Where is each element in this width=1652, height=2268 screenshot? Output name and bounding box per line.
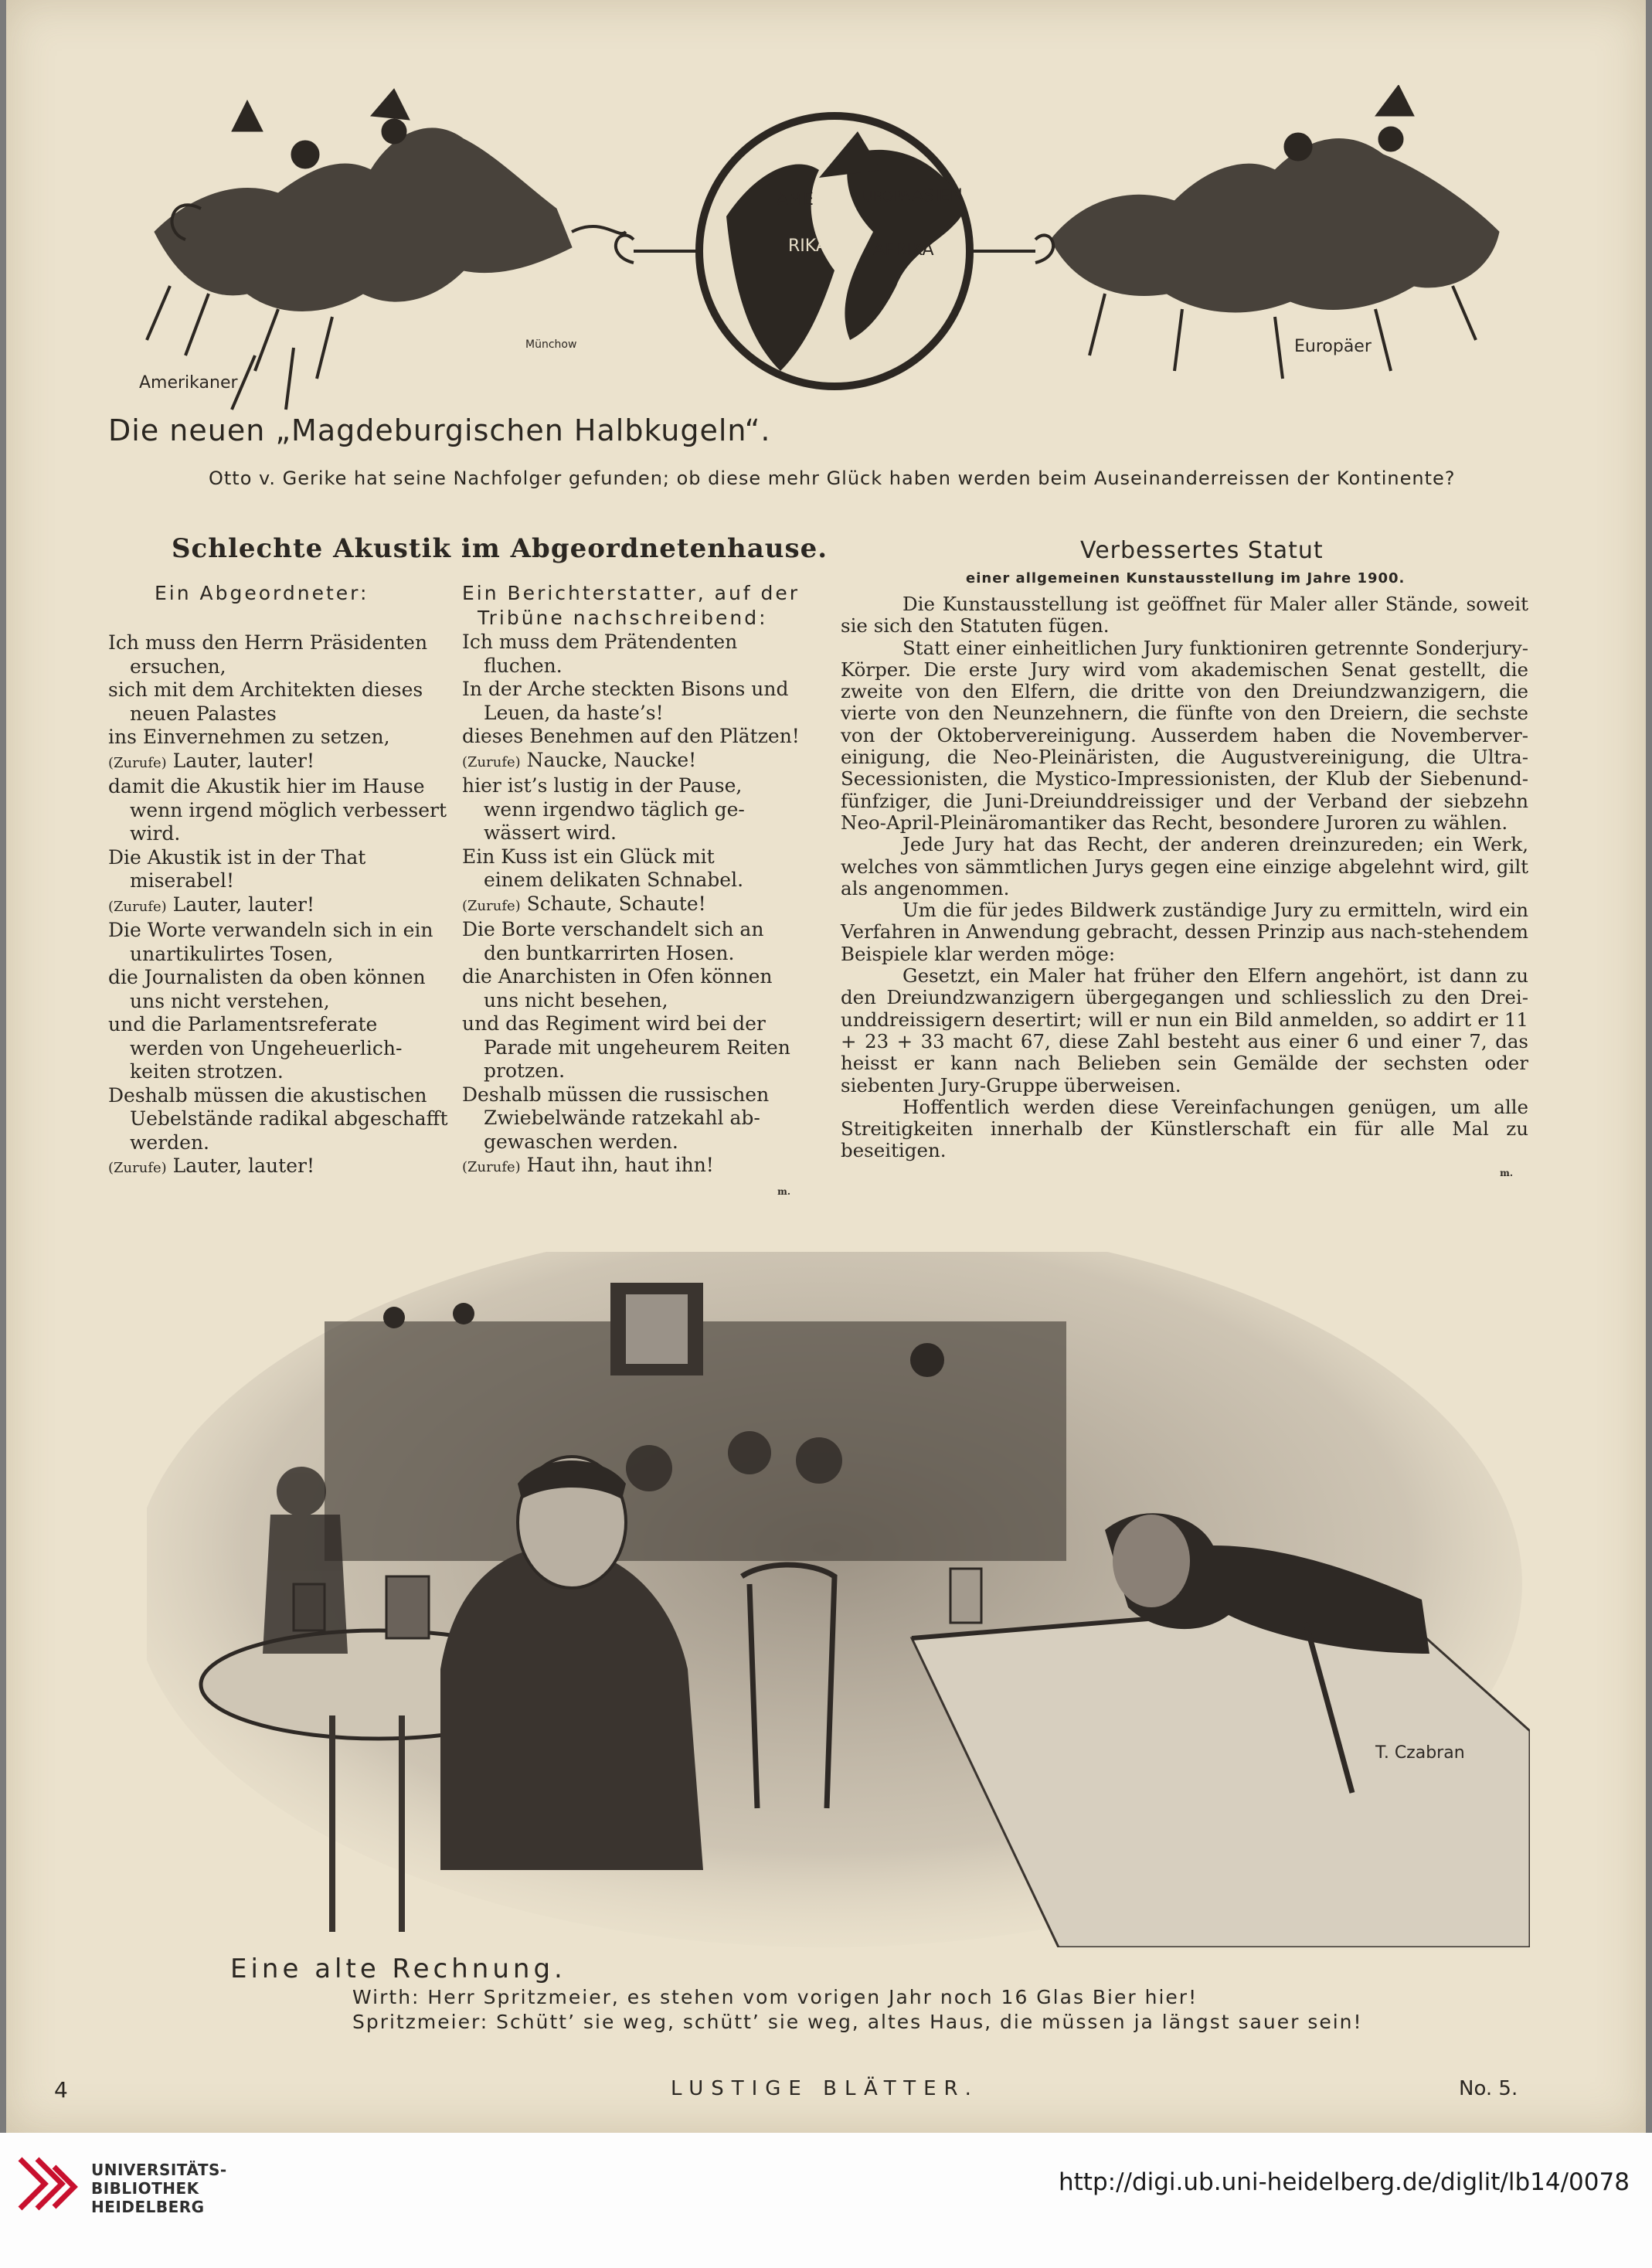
poem-line-text: wenn irgend möglich verbessert	[130, 798, 447, 821]
poem-line	[108, 846, 448, 870]
tavern-scene-illustration	[147, 1252, 1530, 1947]
poem-line	[108, 775, 448, 799]
poem-line-text: Naucke, Naucke!	[520, 748, 697, 771]
article2-paragraph: Um die für jedes Bildwerk zuständige Jury zu ermitteln, wird ein Verfahren in Anwendung gebracht, dessen Prinzip aus nach-stehendem Beispiele klar werden möge:	[841, 899, 1528, 965]
poem-line	[108, 1037, 448, 1061]
poem-line	[462, 749, 802, 775]
poem-line	[462, 1131, 802, 1154]
poem-line-text: Schaute, Schaute!	[520, 892, 706, 915]
label-amerikaner: Amerikaner	[139, 373, 238, 393]
page-number: 4	[54, 2077, 68, 2103]
library-name-line: BIBLIOTHEK	[91, 2179, 199, 2198]
poem-line	[462, 1107, 802, 1131]
poem-line-text: ins Einvernehmen zu setzen,	[108, 726, 390, 748]
poem-line-text: die Anarchisten in Ofen können	[462, 965, 773, 988]
poem-line	[462, 1059, 802, 1083]
magdeburg-hemispheres-illustration	[139, 85, 1530, 417]
poem-line-text: Ich muss dem Prätendenten	[462, 631, 738, 653]
digital-library-link[interactable]: http://digi.ub.uni-heidelberg.de/diglit/lb14/0078	[1059, 2168, 1630, 2196]
bottom-caption-line1	[352, 1986, 1198, 2008]
poem-line-text: wird.	[130, 822, 181, 845]
poem-line-text: keiten strotzen.	[130, 1060, 284, 1083]
zurufe-label: (Zurufe)	[108, 754, 167, 771]
poem-line	[462, 845, 802, 869]
library-name-line: UNIVERSITÄTS-	[91, 2161, 227, 2179]
article2-title: Verbessertes Statut	[1080, 537, 1324, 564]
poem-line-text: dieses Benehmen auf den Plätzen!	[462, 725, 800, 747]
poem-line-text: werden.	[130, 1131, 209, 1154]
poem-line	[462, 1083, 802, 1107]
poem-line	[108, 893, 448, 920]
poem-line	[462, 918, 802, 942]
poem-line-text: uns nicht besehen,	[484, 988, 668, 1012]
speaker-wirth: Wirth:	[352, 1986, 420, 2008]
poem-line-text: Die Borte verschandelt sich an	[462, 918, 764, 940]
poem-line	[108, 1060, 448, 1084]
poem-line-text: uns nicht verstehen,	[130, 989, 330, 1012]
poem-line	[462, 798, 802, 822]
poem-line-text: Ich muss den Herrn Präsidenten	[108, 631, 428, 654]
poem-line	[108, 919, 448, 943]
poem-line	[462, 1154, 802, 1180]
poem-line-text: wenn irgendwo täglich ge-	[484, 797, 745, 821]
globe-label-asien: ASIEN	[912, 186, 963, 206]
poem-line-text: Deshalb müssen die russischen	[462, 1083, 770, 1106]
article2-signature: m.	[1500, 1167, 1513, 1178]
library-footer-bar	[0, 2133, 1652, 2268]
poem-line-text: unartikulirtes Tosen,	[130, 942, 334, 965]
poem-line	[108, 799, 448, 823]
column-header: Tribüne nachschreibend:	[478, 607, 768, 629]
poem-line	[108, 869, 448, 893]
poem-line	[108, 631, 448, 655]
poem-line	[108, 990, 448, 1014]
poem-line-text: werden von Ungeheuerlich-	[130, 1036, 403, 1059]
poem-line-text: gewaschen werden.	[484, 1130, 678, 1153]
poem-line-text: und das Regiment wird bei der	[462, 1012, 766, 1035]
poem-line-text: In der Arche steckten Bisons und	[462, 678, 789, 700]
poem-line-text: Zwiebelwände ratzekahl ab-	[484, 1107, 760, 1129]
poem-line	[108, 966, 448, 990]
article1-title: Schlechte Akustik im Abgeordnetenhause.	[172, 533, 828, 564]
poem-line	[462, 1036, 802, 1060]
article2-paragraph: Statt einer einheitlichen Jury funktioniren getrennte Sonderjury-Körper. Die erste Jury wird vom akademischen Senat gestellt, die zweite von den Elfern, die dritte von den Dreiundzwanzigern, die vierte von den Neunzehnern, die fünfte von den Dreiern, die sechste von der Oktobervereinigung. Ausserdem haben die Novemberver-einigung, die Neo-Pleinäristen, die Augustvereinigung, die Ultra-Secessionisten, die Mystico-Impressionisten, der Klub der Siebenund-fünfziger, die Juni-Dreiunddreissiger und der Verband der siebzehn Neo-April-Pleinäromantiker das Recht, besondere Juroren zu wählen.	[841, 636, 1528, 834]
poem-line-text: fluchen.	[484, 654, 563, 677]
poem-line	[462, 942, 802, 966]
poem-line	[462, 702, 802, 726]
poem-line	[108, 1084, 448, 1108]
column-lines	[108, 631, 448, 1181]
library-name	[91, 2161, 227, 2216]
poem-line	[462, 821, 802, 845]
column-header: Ein Berichterstatter, auf der	[462, 582, 801, 604]
poem-line	[108, 1107, 448, 1131]
university-library-logo-icon	[14, 2153, 80, 2222]
poem-line-text: Lauter, lauter!	[166, 749, 314, 772]
poem-line	[108, 655, 448, 679]
poem-line-text: Lauter, lauter!	[166, 1154, 314, 1177]
speaker-spritzmeier: Spritzmeier:	[352, 2011, 489, 2033]
poem-line-text: wässert wird.	[484, 821, 617, 844]
poem-line	[462, 965, 802, 989]
globe-label-rika: RIKA	[788, 236, 828, 256]
poem-line-text: ersuchen,	[130, 655, 226, 678]
poem-line	[462, 678, 802, 702]
globe-label-afrika: AFRIKA	[873, 240, 934, 260]
zurufe-label: (Zurufe)	[108, 1160, 167, 1176]
poem-line-text: Ein Kuss ist ein Glück mit	[462, 845, 715, 868]
poem-line	[462, 655, 802, 678]
poem-line-text: und die Parlamentsreferate	[108, 1013, 378, 1035]
poem-line	[108, 750, 448, 776]
zurufe-label: (Zurufe)	[462, 1159, 521, 1175]
article2-paragraph: Die Kunstausstellung ist geöffnet für Maler aller Stände, soweit sie sich den Statuten fügen.	[841, 593, 1528, 638]
poem-line	[108, 943, 448, 967]
top-caption-title: Die neuen „Magdeburgischen Halbkugeln“.	[108, 413, 771, 447]
tavern-illustration-signature: T. Czabran	[1375, 1743, 1465, 1763]
line2-text: Schütt’ sie weg, schütt’ sie weg, altes Haus, die müssen ja längst sauer sein!	[488, 2011, 1363, 2033]
bottom-caption-line2	[352, 2011, 1363, 2033]
column-lines	[462, 631, 802, 1180]
poem-line	[108, 726, 448, 750]
article2-paragraph: Hoffentlich werden diese Vereinfachungen genügen, um alle Streitigkeiten innerhalb der Künstlerschaft ein für alle Mal zu beseitigen.	[841, 1095, 1528, 1162]
poem-line-text: Parade mit ungeheurem Reiten	[484, 1035, 790, 1059]
library-name-line: HEIDELBERG	[91, 2198, 205, 2216]
poem-line	[108, 1131, 448, 1155]
label-europaeer: Europäer	[1294, 337, 1372, 356]
poem-line	[108, 822, 448, 846]
poem-line	[462, 869, 802, 893]
poem-line-text: miserabel!	[130, 869, 235, 892]
poem-line-text: Uebelstände radikal abgeschafft	[130, 1107, 448, 1130]
poem-line-text: Die Akustik ist in der That	[108, 845, 366, 869]
poem-line-text: einem delikaten Schnabel.	[484, 869, 744, 891]
poem-line	[108, 1013, 448, 1037]
article1-column-deputy	[108, 581, 448, 1181]
article1-signature: m.	[777, 1185, 790, 1197]
poem-line-text: die Journalisten da oben können	[108, 966, 426, 988]
poem-line	[462, 893, 802, 919]
line1-text: Herr Spritzmeier, es stehen vom vorigen Jahr noch 16 Glas Bier hier!	[420, 1986, 1198, 2008]
illustration-signature: Münchow	[525, 338, 577, 351]
globe-label-ame: AME	[777, 190, 814, 209]
article1-column-reporter	[462, 581, 802, 1203]
poem-line-text: Lauter, lauter!	[166, 893, 314, 916]
poem-line-text: Die Worte verwandeln sich in ein	[108, 919, 433, 941]
poem-line	[108, 678, 448, 702]
issue-number: No. 5.	[1459, 2077, 1518, 2100]
article2-subtitle: einer allgemeinen Kunstausstellung im Jahre 1900.	[966, 570, 1406, 587]
article2-body	[841, 593, 1528, 1184]
poem-line	[462, 774, 802, 798]
article2-paragraph: Gesetzt, ein Maler hat früher den Elfern angehört, ist dann zu den Dreiundzwanzigern übergegangen und schliesslich zu den Drei-unddreissigern desertirt; will er nun ein Bild anmelden, so addirt er 11 + 23 + 33 macht 67, diese Zahl besteht aus einer 6 und einer 7, das heisst er kann nach Belieben sein Gemälde der sechsten oder siebenten Jury-Gruppe überweisen.	[841, 964, 1528, 1097]
poem-line-text: hier ist’s lustig in der Pause,	[462, 774, 743, 797]
column-header: Ein Abgeordneter:	[155, 582, 369, 604]
globe-label-europa: EUROPA	[854, 189, 911, 205]
poem-line-text: protzen.	[484, 1059, 566, 1082]
top-caption-subtitle: Otto v. Gerike hat seine Nachfolger gefunden; ob diese mehr Glück haben werden beim Auseinanderreissen der Kontinente?	[209, 468, 1456, 489]
zurufe-label: (Zurufe)	[462, 897, 521, 914]
article2-paragraph: Jede Jury hat das Recht, der anderen dreinzureden; ein Werk, welches von sämmtlichen Jurys gegen eine einzige abgelehnt wird, gilt als angenommen.	[841, 833, 1528, 899]
zurufe-label: (Zurufe)	[108, 898, 167, 915]
magazine-name: LUSTIGE BLÄTTER.	[671, 2077, 979, 2100]
poem-line	[462, 631, 802, 655]
poem-line-text: Leuen, da haste’s!	[484, 701, 664, 724]
poem-line	[462, 989, 802, 1013]
poem-line	[462, 1012, 802, 1036]
bottom-caption-title: Eine alte Rechnung.	[230, 1953, 566, 1984]
poem-line-text: sich mit dem Architekten dieses	[108, 678, 423, 701]
poem-line-text: Deshalb müssen die akustischen	[108, 1083, 427, 1107]
poem-line-text: neuen Palastes	[130, 702, 277, 725]
poem-line-text: Haut ihn, haut ihn!	[520, 1154, 714, 1176]
poem-line	[108, 702, 448, 726]
poem-line-text: damit die Akustik hier im Hause	[108, 775, 425, 797]
zurufe-label: (Zurufe)	[462, 753, 521, 770]
poem-line	[108, 1154, 448, 1181]
poem-line	[462, 725, 802, 749]
poem-line-text: den buntkarrirten Hosen.	[484, 941, 735, 964]
